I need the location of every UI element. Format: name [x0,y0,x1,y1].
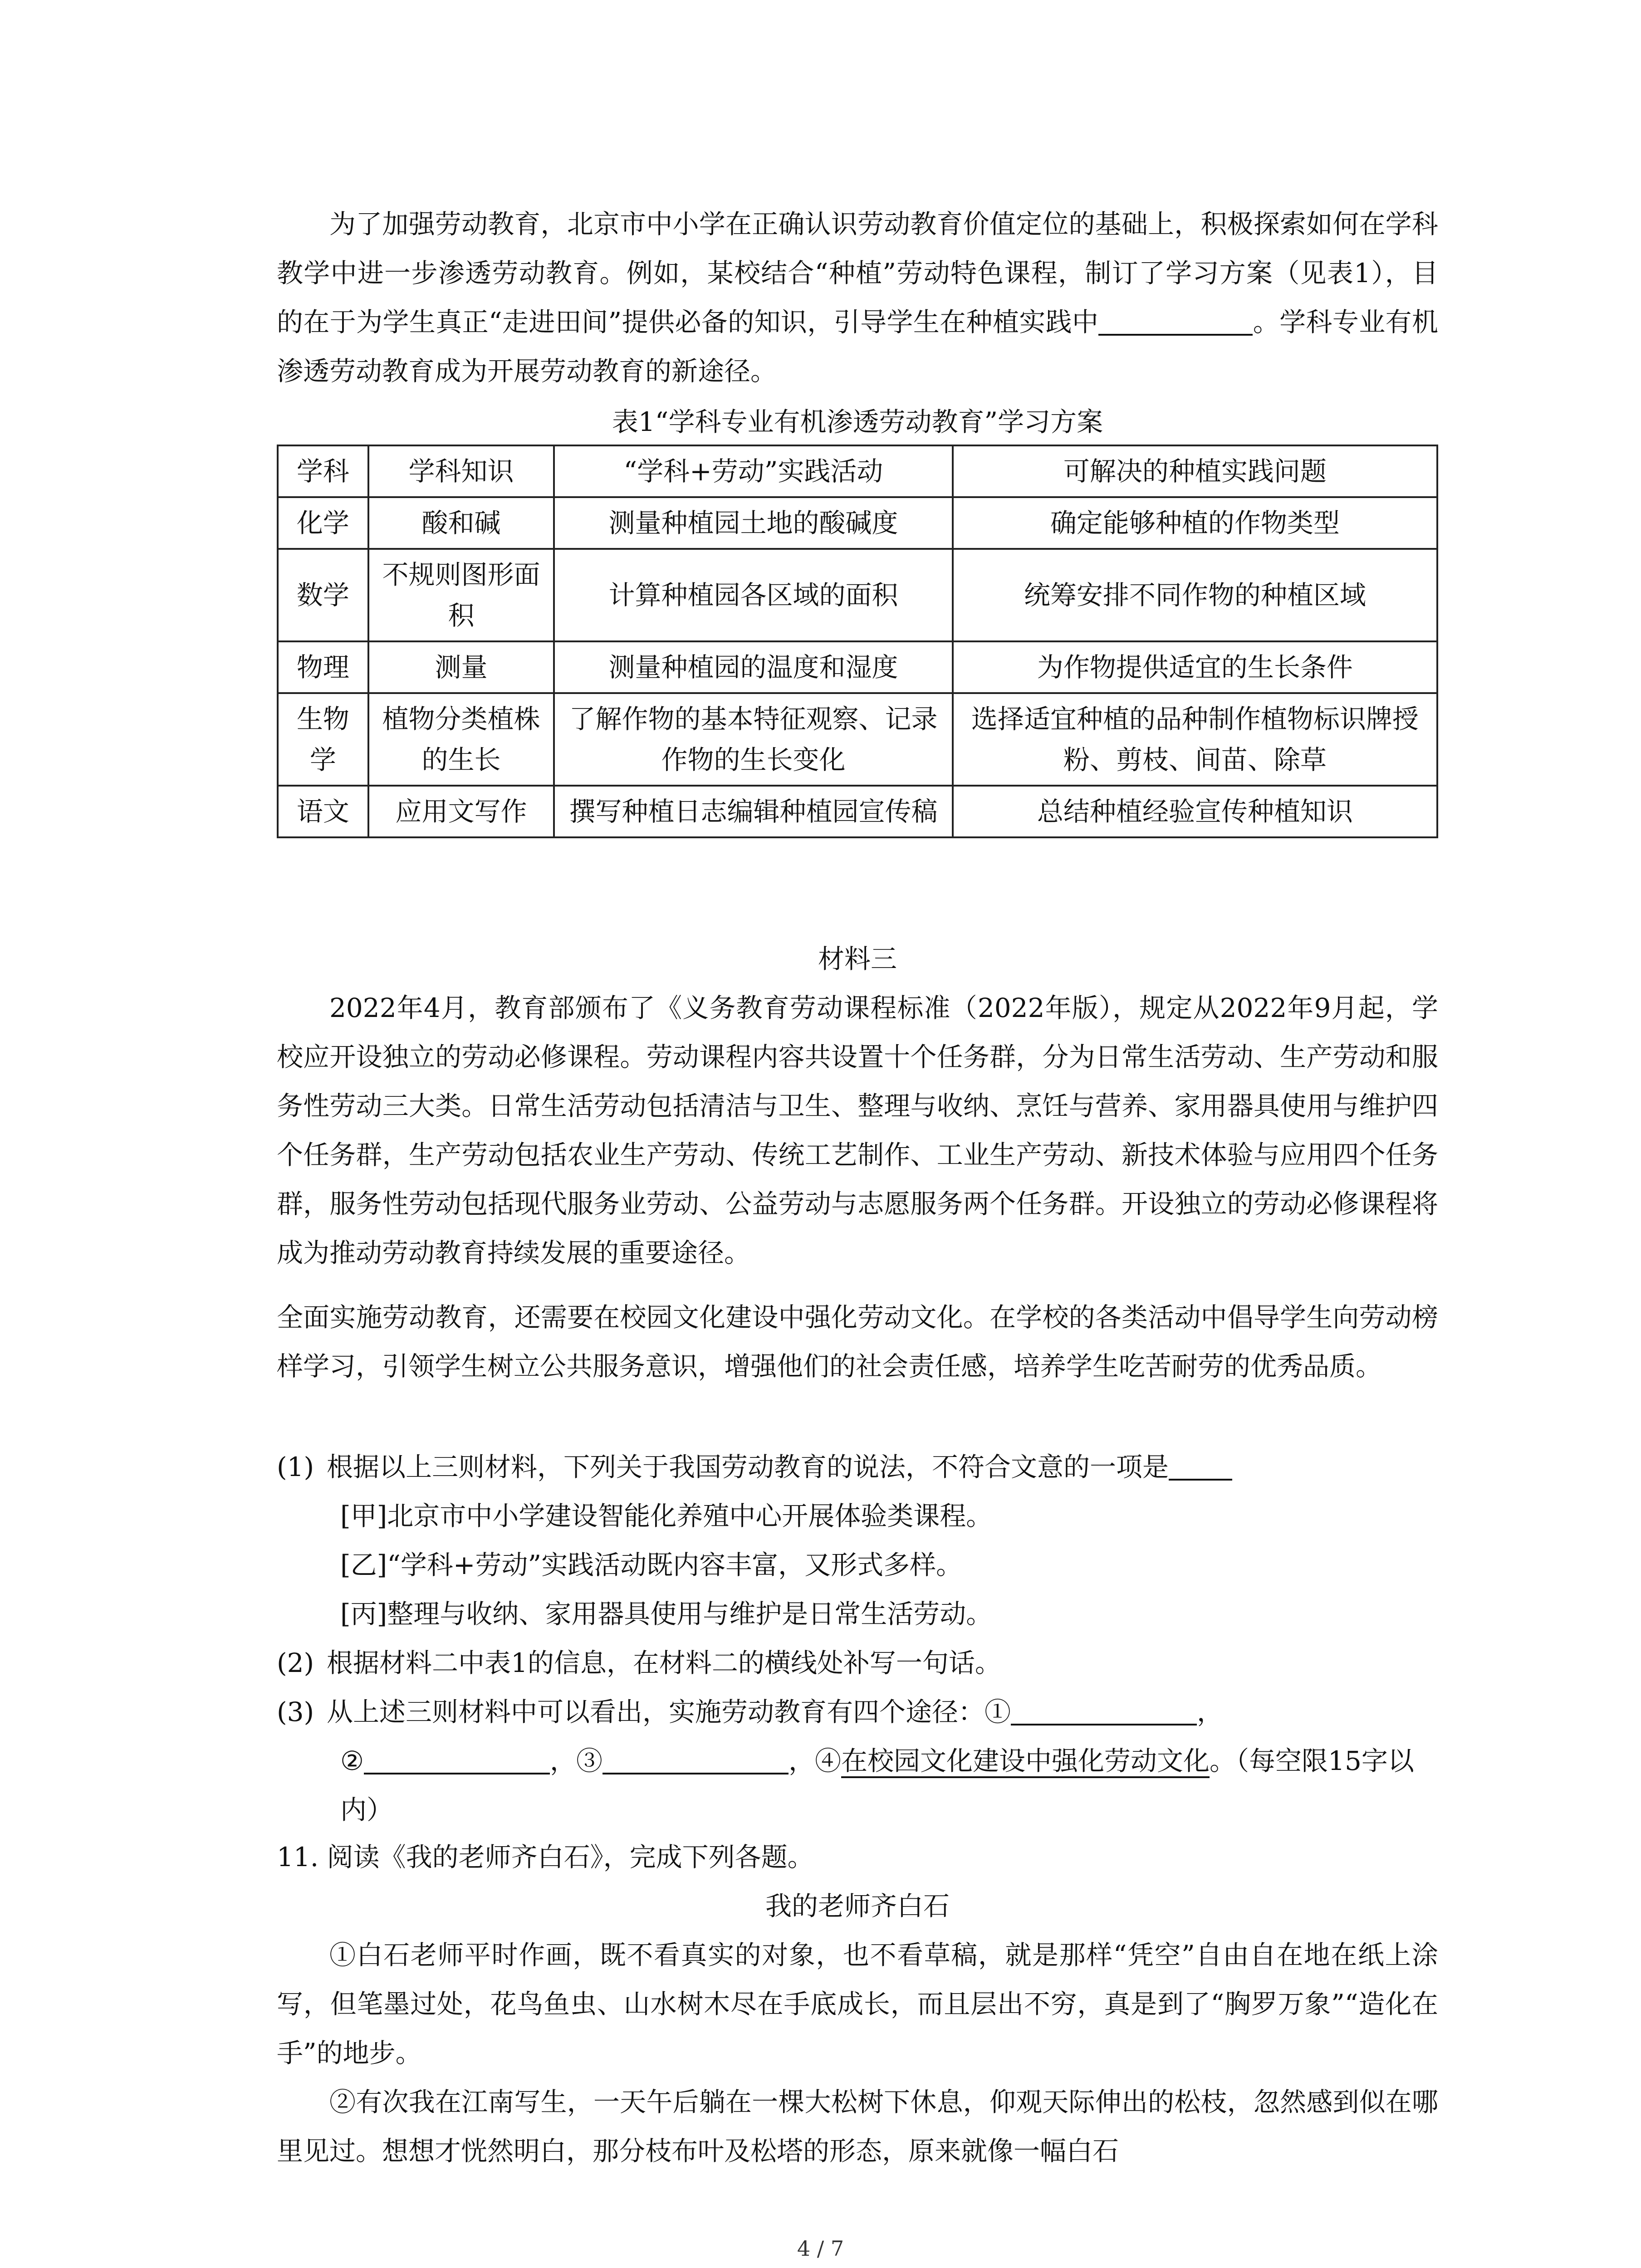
article-title: 我的老师齐白石 [765,1891,950,1921]
given-answer: 在校园文化建设中强化劳动文化 [841,1745,1210,1776]
table-cell: 植物分类植株的生长 [368,693,554,786]
material3-paragraph1: 2022年4月，教育部颁布了《义务教育劳动课程标准（2022年版），规定从2022年9月起，学校应开设独立的劳动必修课程。劳动课程内容共设置十个任务群，分为日常生活劳动、生产劳动和服务性劳动三大类。日常生活劳动包括清洁与卫生、整理与收纳、烹饪与营养、家用器具使用与维护四个任务群，生产劳动包括农业生产劳动、传统工艺制作、工业生产劳动、新技术体验与应用四个任务群，服务性劳动包括现代服务业劳动、公益劳动与志愿服务两个任务群。开设独立的劳动必修课程将成为推动劳动教育持续发展的重要途径。 [277,992,1438,1268]
table-row [278,641,1437,693]
table-row [278,497,1437,549]
article-paragraph-2: ②有次我在江南写生，一天午后躺在一棵大松树下休息，仰观天际伸出的松枝，忽然感到似在哪里见过。想想才恍然明白，那分枝布叶及松塔的形态，原来就像一幅白石 [277,2087,1438,2166]
table-cell: 测量种植园土地的酸碱度 [554,497,953,549]
study-plan-table [277,445,1438,838]
question-3-continued [340,1736,1438,1834]
answer-blank-q3-3[interactable] [603,1745,789,1774]
answer-blank-q3-1[interactable] [1011,1696,1197,1725]
table-caption: 表1“学科专业有机渗透劳动教育”学习方案 [612,406,1103,437]
material3-paragraph2: 全面实施劳动教育，还需要在校园文化建设中强化劳动文化。在学校的各类活动中倡导学生向劳动榜样学习，引领学生树立公共服务意识，增强他们的社会责任感，培养学生吃苦耐劳的优秀品质。 [277,1302,1438,1382]
material3-title: 材料三 [818,943,897,974]
question-1 [277,1442,1438,1491]
blank-marker: ② [340,1745,364,1776]
table-header-cell: “学科+劳动”实践活动 [554,445,953,497]
question-tail: 。（每空限15字以内） [340,1745,1414,1825]
table-cell: 应用文写作 [368,786,554,837]
table-cell: 确定能够种植的作物类型 [953,497,1437,549]
blank-marker: ，③ [550,1745,603,1776]
answer-blank-material2[interactable] [1098,307,1253,336]
option-bing: [丙]整理与收纳、家用器具使用与维护是日常生活劳动。 [340,1598,993,1629]
table-header-cell: 学科知识 [368,445,554,497]
table-header-cell: 学科 [278,445,368,497]
table-cell: 数学 [278,549,368,641]
table-cell: 为作物提供适宜的生长条件 [953,641,1437,693]
material2-text-a: 为了加强劳动教育，北京市中小学在正确认识劳动教育价值定位的基础上，积极探索如何在学科教学中进一步渗透劳动教育。例如，某校结合“种植”劳动特色课程，制订了学习方案（见表1），目的在于为学生真正“走进田间”提供必备的知识，引导学生在种植实践中 [277,209,1438,337]
table-cell: 统筹安排不同作物的种植区域 [953,549,1437,641]
option-jia: [甲]北京市中小学建设智能化养殖中心开展体验类课程。 [340,1501,993,1531]
table-row [278,549,1437,641]
table-cell: 计算种植园各区域的面积 [554,549,953,641]
page-number: 4 / 7 [797,2236,844,2261]
table-cell: 物理 [278,641,368,693]
question-number: (3) [277,1696,314,1727]
table-row [278,693,1437,786]
table-cell: 语文 [278,786,368,837]
table-row [278,786,1437,837]
table-cell: 测量 [368,641,554,693]
question-number: (1) [277,1452,314,1482]
question-number: (2) [277,1647,314,1678]
punctuation: ， [1197,1696,1224,1727]
question-2 [277,1638,1438,1687]
question-text: 根据以上三则材料，下列关于我国劳动教育的说法，不符合文意的一项是 [327,1452,1169,1482]
table-cell: 酸和碱 [368,497,554,549]
question-text: 根据材料二中表1的信息，在材料二的横线处补写一句话。 [327,1647,1001,1678]
table-cell: 总结种植经验宣传种植知识 [953,786,1437,837]
question-text: 从上述三则材料中可以看出，实施劳动教育有四个途径：① [327,1696,1011,1727]
table-cell: 了解作物的基本特征观察、记录作物的生长变化 [554,693,953,786]
material2-text-b: 。学科专业有机渗透劳动教育成为开展劳动教育的新途径。 [277,307,1438,386]
table-cell: 选择适宜种植的品种制作植物标识牌授粉、剪枝、间苗、除草 [953,693,1437,786]
table-header-cell: 可解决的种植实践问题 [953,445,1437,497]
table-cell: 不规则图形面积 [368,549,554,641]
answer-blank-q1[interactable] [1169,1452,1232,1481]
table-header-row [278,445,1437,497]
material2-paragraph [277,200,1438,396]
blank-marker: ，④ [789,1745,842,1776]
table-cell: 测量种植园的温度和湿度 [554,641,953,693]
question-3 [277,1687,1438,1736]
table-cell: 生物学 [278,693,368,786]
article-paragraph-1: ①白石老师平时作画，既不看真实的对象，也不看草稿，就是那样“凭空”自由自在地在纸上涂写，但笔墨过处，花鸟鱼虫、山水树木尽在手底成长，而且层出不穷，真是到了“胸罗万象”“造化在手”的地步。 [277,1940,1438,2068]
q11-heading: 11. 阅读《我的老师齐白石》，完成下列各题。 [277,1842,814,1872]
table-cell: 化学 [278,497,368,549]
table-cell: 撰写种植日志编辑种植园宣传稿 [554,786,953,837]
answer-blank-q3-2[interactable] [364,1745,550,1774]
option-yi: [乙]“学科+劳动”实践活动既内容丰富，又形式多样。 [340,1549,963,1580]
